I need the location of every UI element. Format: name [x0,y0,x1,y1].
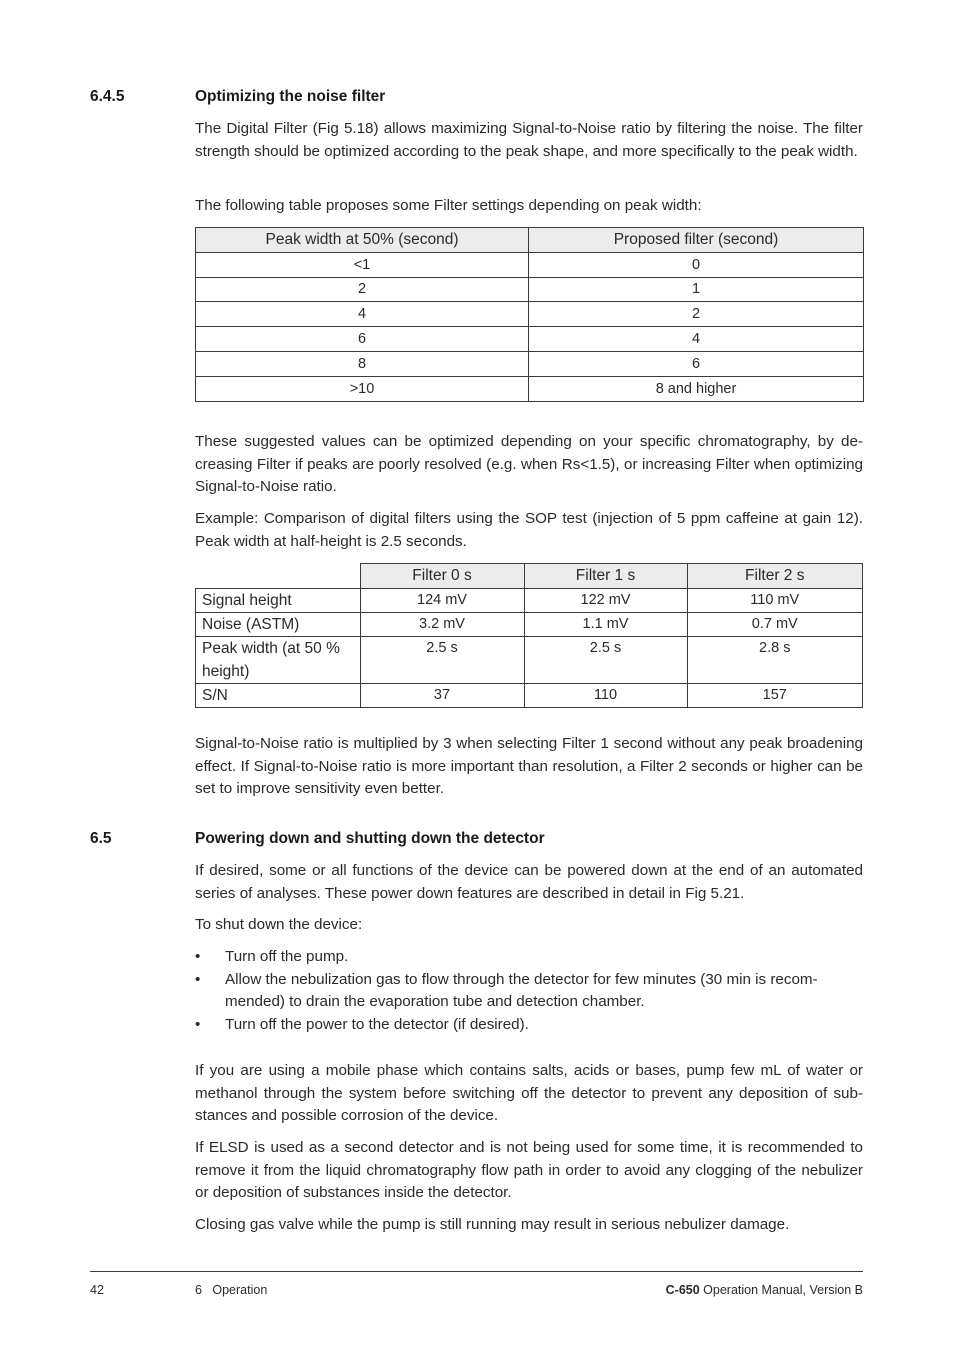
table-cell: 2.5 s [524,637,687,684]
section-title: Optimizing the noise filter [195,88,386,105]
table-cell: 157 [687,684,863,708]
list-item-text: Allow the nebulization gas to flow through the detector for few minutes (30 min is recommended) to drain the evaporation tube and detection chamber. [225,970,818,1011]
table-cell: 2.8 s [687,637,863,684]
column-header-filter-0: Filter 0 s [360,564,524,589]
row-label: Noise (ASTM) [196,613,361,637]
list-item [195,969,845,1014]
section-title: Powering down and shutting down the detector [195,830,545,847]
table-cell: 4 [196,302,529,327]
manual-version: Operation Manual, Version B [699,1283,863,1297]
table-row [196,684,863,708]
table-cell: 0.7 mV [687,613,863,637]
paragraph-power-down: If desired, some or all functions of the device can be powered down at the end of an automated series of analyses. These power down features are described in detail in Fig 5.21. [195,862,863,902]
page-number: 42 [90,1283,104,1297]
paragraph-digital-filter: The Digital Filter (Fig 5.18) allows maximizing Signal-to-Noise ratio by filtering the noise. The filter strength should be optimized according to the peak shape, and more specifically to the peak width. [195,120,863,160]
bullet-icon: • [195,970,201,988]
table-row [196,252,864,277]
table-cell: 8 [196,351,529,376]
table-cell: 122 mV [524,589,687,613]
table-row [196,302,864,327]
paragraph-suggested-values: These suggested values can be optimized depending on your specific chromatography, by decreasing Filter if peaks are poorly resolved (e.g. when Rs<1.5), or increasing Filter when optimizing Signal-to-Noise ratio. [195,433,863,496]
section-number: 6.5 [90,830,112,847]
table-cell: 3.2 mV [360,613,524,637]
table-cell: 1 [529,277,864,302]
table-cell: 0 [529,252,864,277]
table-cell: 2 [529,302,864,327]
footer-chapter: 6 Operation [195,1283,268,1297]
section-number: 6.4.5 [90,88,125,105]
column-header-filter-2: Filter 2 s [687,564,863,589]
paragraph-elsd-second-detector: If ELSD is used as a second detector and is not being used for some time, it is recommended to remove it from the liquid chromatography flow path in order to avoid any clogging of the nebulizer or deposition of substances inside the detector. [195,1139,863,1202]
table-cell: 6 [196,327,529,352]
list-item-text: Turn off the pump. [225,948,349,965]
table-cell: 2 [196,277,529,302]
column-header-peak-width: Peak width at 50% (second) [196,228,529,253]
row-label: Signal height [196,589,361,613]
bullet-icon: • [195,948,201,965]
product-name: C-650 [665,1283,700,1297]
table-cell: 6 [529,351,864,376]
table-cell: 110 [524,684,687,708]
footer-divider [90,1271,863,1272]
table-row [196,327,864,352]
paragraph-table-intro: The following table proposes some Filter settings depending on peak width: [195,197,702,214]
list-item-text: Turn off the power to the detector (if desired). [225,1015,529,1033]
table-cell: <1 [196,252,529,277]
table-row [196,376,864,401]
table-cell: 4 [529,327,864,352]
footer-manual-title [666,1281,863,1299]
table-header-row [196,228,864,253]
paragraph-gas-valve-warning: Closing gas valve while the pump is still running may result in serious nebulizer damage. [195,1216,790,1233]
paragraph-mobile-phase: If you are using a mobile phase which contains salts, acids or bases, pump few mL of water or methanol through the system before switching off the detector to prevent any deposition of substances and possible corrosion of the device. [195,1062,863,1125]
shutdown-steps-list [195,946,845,1036]
table-row [196,637,863,684]
list-item [195,1014,845,1037]
paragraph-shut-down-intro: To shut down the device: [195,916,363,933]
table-cell: 2.5 s [360,637,524,684]
table-cell: 1.1 mV [524,613,687,637]
table-cell: 124 mV [360,589,524,613]
table-cell: 8 and higher [529,376,864,401]
paragraph-signal-to-noise: Signal-to-Noise ratio is multiplied by 3 when selecting Filter 1 second without any peak broadening effect. If Signal-to-Noise ratio is more important than resolution, a Filter 2 seconds or higher can be set to improve sensitivity even better. [195,735,863,798]
table-header-row [196,564,863,589]
column-header-proposed-filter: Proposed filter (second) [529,228,864,253]
table-row [196,589,863,613]
list-item [195,946,845,969]
row-label: Peak width (at 50 % height) [196,637,361,684]
table-row [196,277,864,302]
table-row [196,613,863,637]
filter-comparison-table [195,563,863,708]
paragraph-example: Example: Comparison of digital filters using the SOP test (injection of 5 ppm caffeine at gain 12). Peak width at half-height is 2.5 seconds. [195,510,863,550]
column-header-filter-1: Filter 1 s [524,564,687,589]
row-label: S/N [196,684,361,708]
table-cell: 37 [360,684,524,708]
table-row [196,351,864,376]
empty-corner-cell [196,564,361,589]
bullet-icon: • [195,1015,201,1033]
table-cell: 110 mV [687,589,863,613]
table-cell: >10 [196,376,529,401]
filter-settings-table [195,227,864,402]
